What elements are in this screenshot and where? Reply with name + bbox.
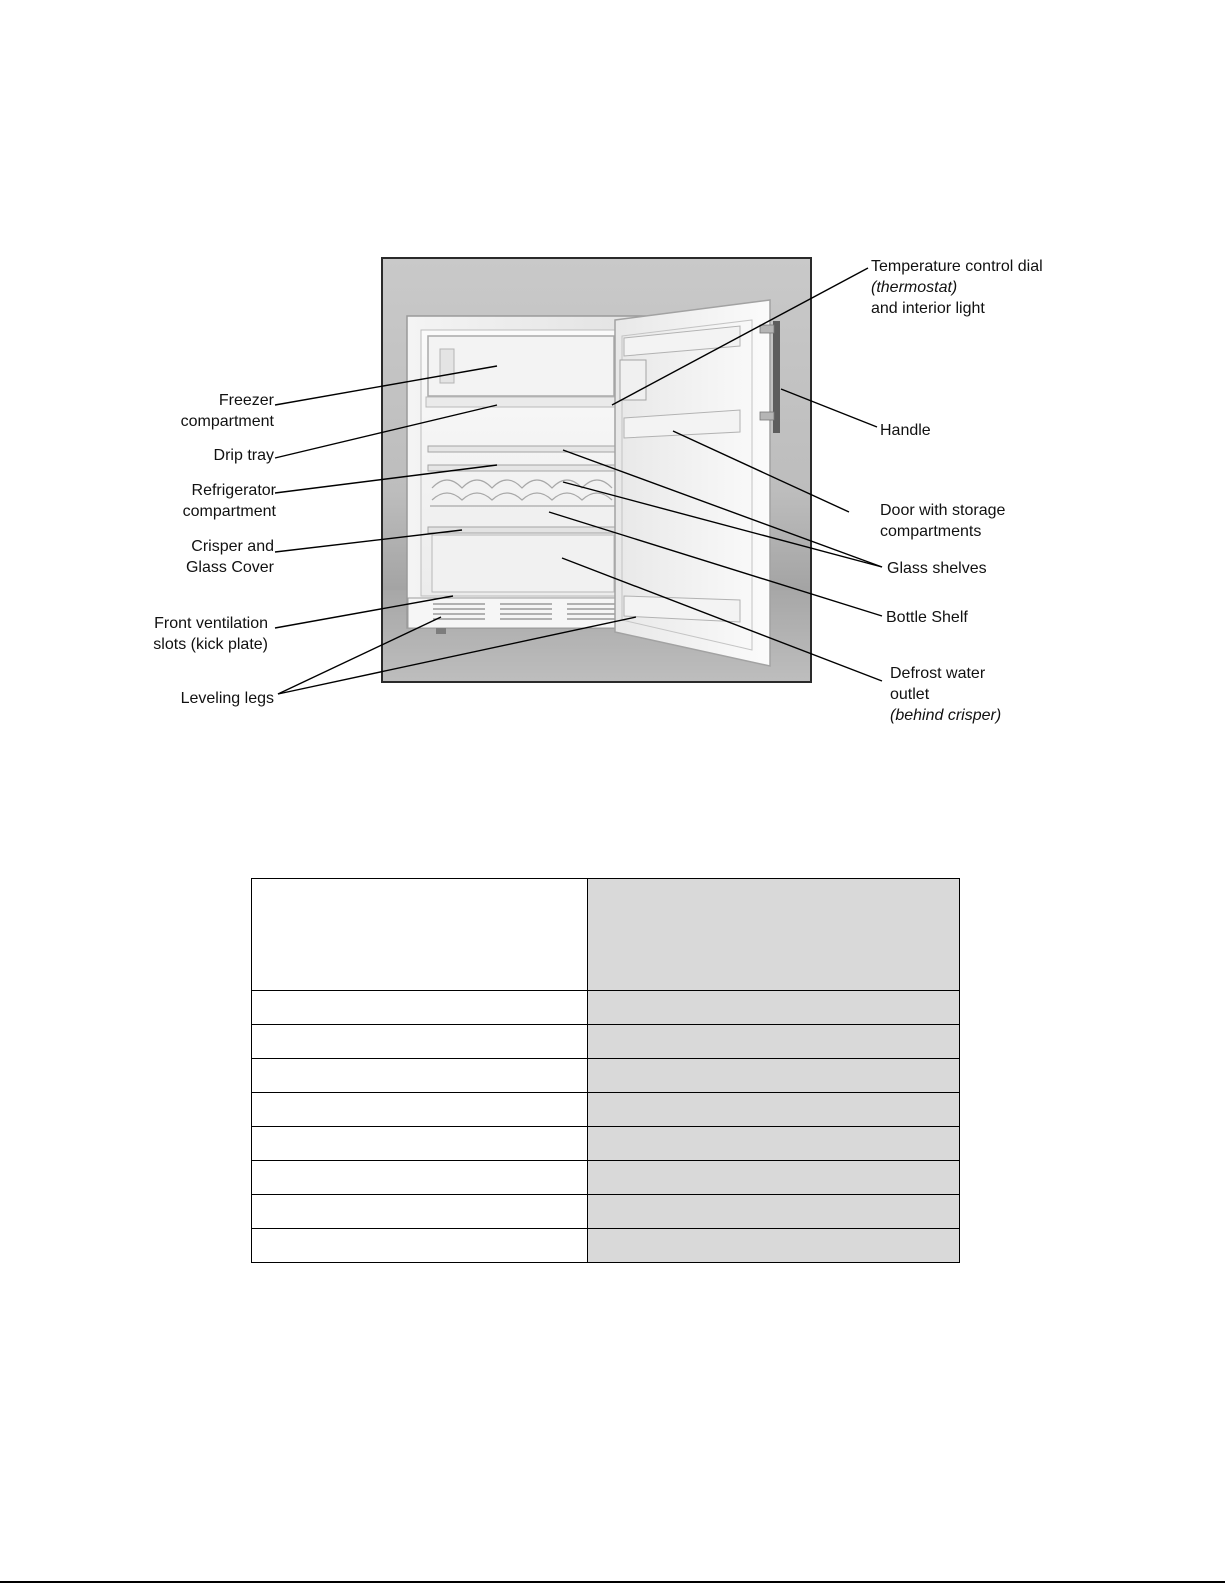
label-ventilation-line-1: Front ventilation [154,615,268,632]
table-cell [252,1025,588,1059]
table-cell [252,1195,588,1229]
table-cell-shaded [588,1195,960,1229]
table-header-cell-shaded [588,879,960,991]
leveling-leg-left [436,628,446,634]
table-cell [252,1127,588,1161]
table-cell [252,1059,588,1093]
label-refrigerator [183,480,276,522]
label-bottle-shelf [886,607,968,628]
drip-tray [426,397,618,407]
label-crisper [186,536,274,578]
table-row [252,1059,960,1093]
label-leveling-line-1: Leveling legs [180,690,274,707]
label-crisper-line-2: Glass Cover [185,559,274,576]
label-defrost-line-1: Defrost water [890,665,986,682]
table-row [252,1127,960,1161]
label-handle [880,420,931,441]
label-temperature-line-3: and interior light [871,300,985,317]
label-temperature-line-1: Temperature control dial [871,258,1043,275]
table-cell [252,1229,588,1263]
label-defrost-line-3: (behind crisper) [890,707,1002,724]
label-freezer-line-2: compartment [180,413,274,430]
crisper-drawer [432,535,614,592]
table-cell-shaded [588,1025,960,1059]
label-door-line-1: Door with storage [880,502,1006,519]
table-cell-shaded [588,1127,960,1161]
label-door-line-2: compartments [880,523,982,540]
label-refrigerator-line-2: compartment [182,503,276,520]
footer-rule [0,1581,1225,1583]
table-header-cell [252,879,588,991]
label-door [880,500,1005,542]
label-glass-shelves-line-1: Glass shelves [887,560,987,577]
freezer-compartment [428,336,614,396]
label-glass-shelves [887,558,987,579]
label-crisper-line-1: Crisper and [191,538,274,555]
table-cell [252,991,588,1025]
label-temperature [871,256,1043,319]
kick-plate [408,598,645,628]
table-cell-shaded [588,1161,960,1195]
label-freezer-line-1: Freezer [218,392,274,409]
label-defrost-line-2: outlet [890,686,930,703]
label-freezer [181,390,274,432]
label-ventilation-line-2: slots (kick plate) [153,636,268,653]
glass-shelf-upper [428,446,618,452]
table-cell-shaded [588,1093,960,1127]
table-cell [252,1161,588,1195]
label-drip-tray [214,445,274,466]
label-refrigerator-line-1: Refrigerator [191,482,276,499]
table-row [252,1093,960,1127]
label-ventilation [153,613,268,655]
label-handle-line-1: Handle [880,422,931,439]
label-leveling [181,688,274,709]
table-row [252,1161,960,1195]
label-temperature-line-2: (thermostat) [871,279,958,296]
table-row [252,1229,960,1263]
table-row [252,1195,960,1229]
label-drip-tray-line-1: Drip tray [213,447,274,464]
table-row [252,991,960,1025]
table-cell-shaded [588,1059,960,1093]
spec-table [251,878,960,1263]
table-row [252,1025,960,1059]
table-cell-shaded [588,1229,960,1263]
label-bottle-shelf-line-1: Bottle Shelf [886,609,968,626]
table-cell [252,1093,588,1127]
table-header-row [252,879,960,991]
table-cell-shaded [588,991,960,1025]
label-defrost [890,663,1001,726]
